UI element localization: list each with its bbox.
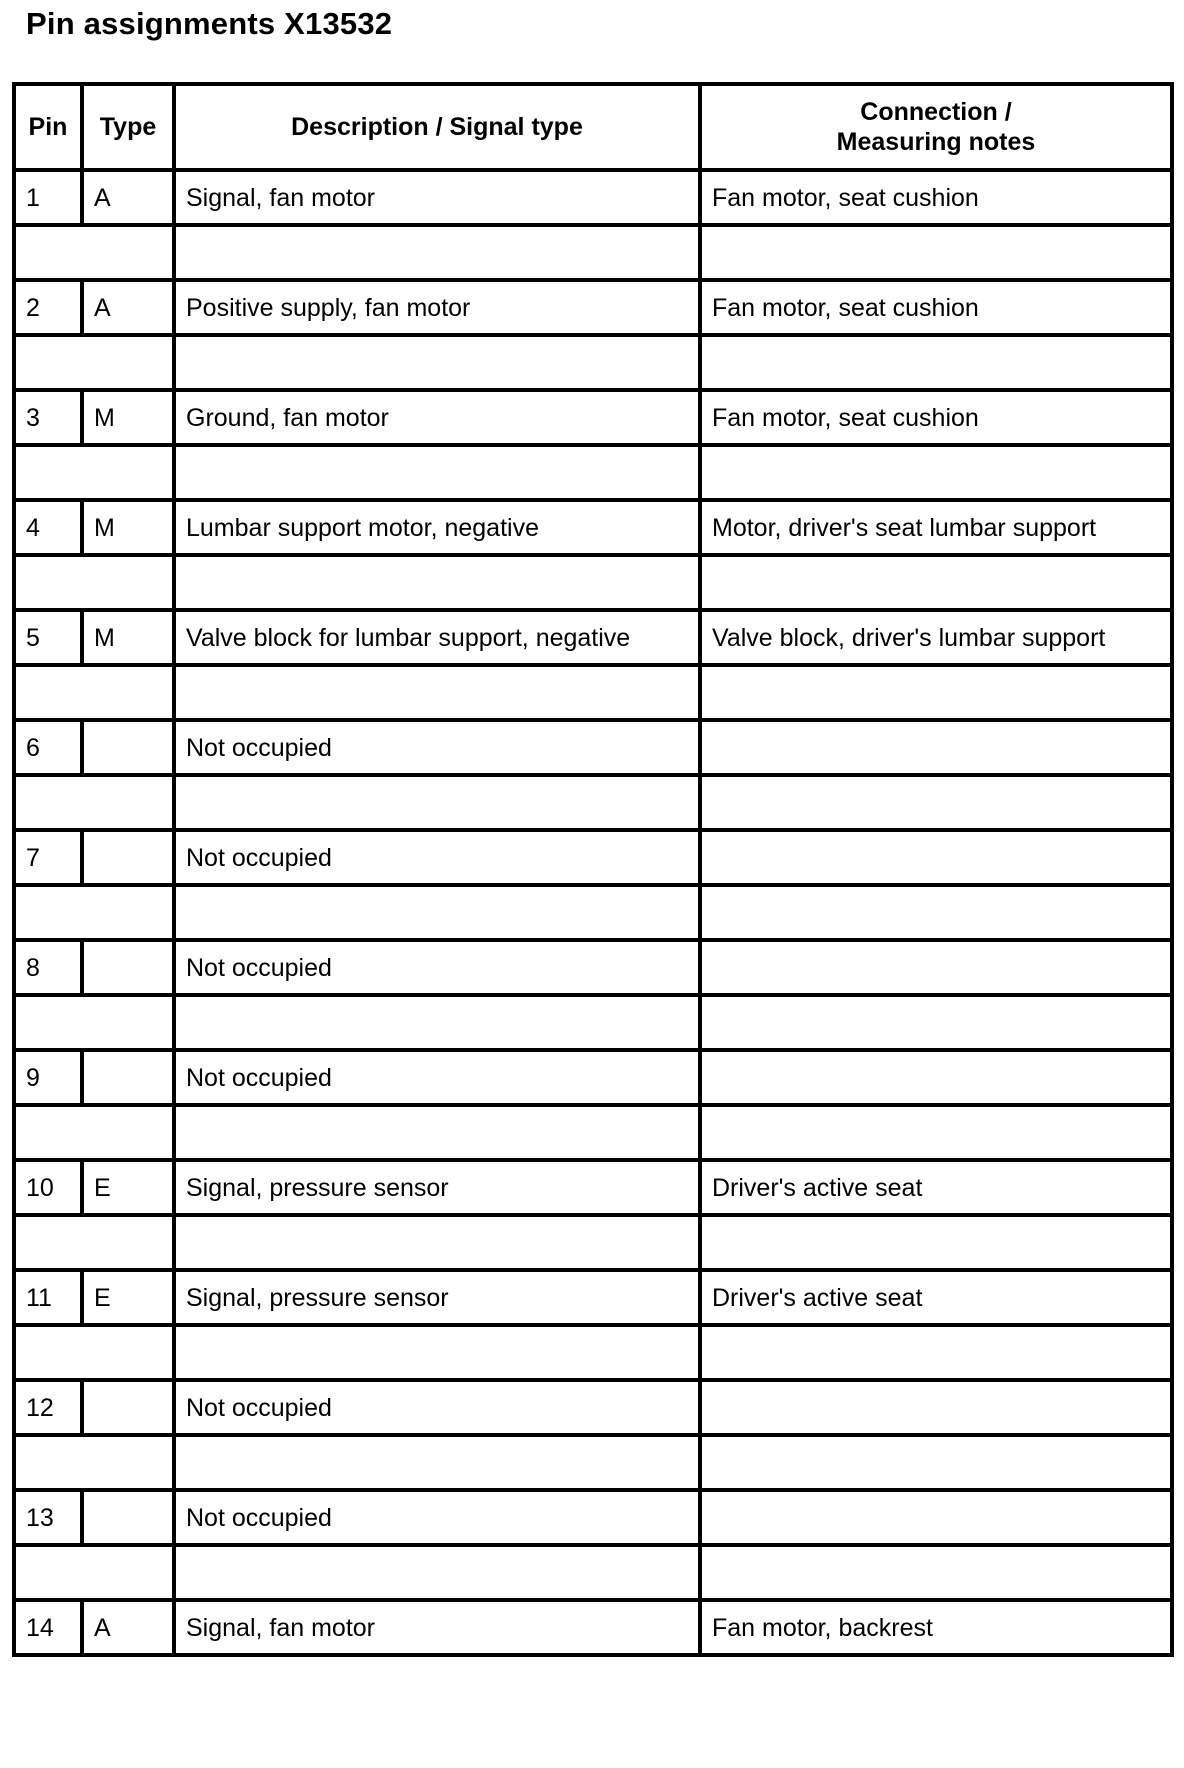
header-connection-line2: Measuring notes [836, 128, 1036, 156]
spacer-cell-pin-type [14, 555, 174, 610]
cell-connection [700, 720, 1172, 775]
spacer-cell-description [174, 885, 700, 940]
cell-type [82, 1490, 174, 1545]
cell-type [82, 1380, 174, 1435]
cell-pin: 9 [14, 1050, 82, 1105]
cell-type: M [82, 500, 174, 555]
cell-connection: Fan motor, backrest [700, 1600, 1172, 1655]
spacer-cell-connection [700, 1435, 1172, 1490]
spacer-cell-description [174, 995, 700, 1050]
cell-description: Valve block for lumbar support, negative [174, 610, 700, 665]
cell-pin: 8 [14, 940, 82, 995]
table-spacer-row [14, 665, 1172, 720]
spacer-cell-pin-type [14, 445, 174, 500]
cell-description: Not occupied [174, 1490, 700, 1545]
cell-pin: 12 [14, 1380, 82, 1435]
cell-type: A [82, 170, 174, 225]
table-row [14, 170, 1172, 225]
cell-type [82, 940, 174, 995]
spacer-cell-description [174, 1545, 700, 1600]
spacer-cell-connection [700, 1105, 1172, 1160]
cell-type: E [82, 1160, 174, 1215]
table-spacer-row [14, 775, 1172, 830]
spacer-cell-pin-type [14, 1325, 174, 1380]
spacer-cell-pin-type [14, 335, 174, 390]
table-spacer-row [14, 1325, 1172, 1380]
table-row [14, 1050, 1172, 1105]
cell-description: Signal, pressure sensor [174, 1270, 700, 1325]
spacer-cell-pin-type [14, 1545, 174, 1600]
cell-pin: 6 [14, 720, 82, 775]
cell-connection [700, 1050, 1172, 1105]
cell-type: M [82, 610, 174, 665]
cell-description: Not occupied [174, 940, 700, 995]
spacer-cell-connection [700, 885, 1172, 940]
cell-pin: 7 [14, 830, 82, 885]
header-description: Description / Signal type [174, 84, 700, 170]
cell-connection: Driver's active seat [700, 1270, 1172, 1325]
table-spacer-row [14, 995, 1172, 1050]
cell-connection: Fan motor, seat cushion [700, 280, 1172, 335]
cell-pin: 14 [14, 1600, 82, 1655]
cell-type: A [82, 1600, 174, 1655]
spacer-cell-description [174, 1105, 700, 1160]
table-row [14, 1490, 1172, 1545]
table-row [14, 390, 1172, 445]
spacer-cell-pin-type [14, 995, 174, 1050]
table-row [14, 830, 1172, 885]
table-spacer-row [14, 1435, 1172, 1490]
spacer-cell-connection [700, 995, 1172, 1050]
spacer-cell-connection [700, 775, 1172, 830]
cell-connection: Motor, driver's seat lumbar support [700, 500, 1172, 555]
cell-description: Not occupied [174, 720, 700, 775]
cell-description: Lumbar support motor, negative [174, 500, 700, 555]
spacer-cell-connection [700, 1545, 1172, 1600]
cell-description: Signal, fan motor [174, 1600, 700, 1655]
cell-description: Not occupied [174, 830, 700, 885]
spacer-cell-pin-type [14, 1435, 174, 1490]
cell-type: E [82, 1270, 174, 1325]
cell-pin: 11 [14, 1270, 82, 1325]
header-type: Type [82, 84, 174, 170]
table-row [14, 1160, 1172, 1215]
spacer-cell-connection [700, 665, 1172, 720]
cell-connection: Fan motor, seat cushion [700, 390, 1172, 445]
table-row [14, 1380, 1172, 1435]
header-connection [700, 84, 1172, 170]
table-row [14, 610, 1172, 665]
table-row [14, 1270, 1172, 1325]
cell-type: A [82, 280, 174, 335]
spacer-cell-description [174, 445, 700, 500]
spacer-cell-pin-type [14, 1105, 174, 1160]
spacer-cell-description [174, 335, 700, 390]
spacer-cell-pin-type [14, 1215, 174, 1270]
table-spacer-row [14, 1105, 1172, 1160]
spacer-cell-connection [700, 1325, 1172, 1380]
cell-pin: 13 [14, 1490, 82, 1545]
cell-pin: 3 [14, 390, 82, 445]
table-row [14, 1600, 1172, 1655]
cell-description: Not occupied [174, 1050, 700, 1105]
table-spacer-row [14, 445, 1172, 500]
cell-pin: 10 [14, 1160, 82, 1215]
table-header-row [14, 84, 1172, 170]
cell-description: Not occupied [174, 1380, 700, 1435]
spacer-cell-connection [700, 335, 1172, 390]
spacer-cell-connection [700, 1215, 1172, 1270]
cell-connection: Fan motor, seat cushion [700, 170, 1172, 225]
cell-connection [700, 940, 1172, 995]
cell-connection: Valve block, driver's lumbar support [700, 610, 1172, 665]
table-spacer-row [14, 1545, 1172, 1600]
spacer-cell-pin-type [14, 885, 174, 940]
table-row [14, 720, 1172, 775]
cell-pin: 2 [14, 280, 82, 335]
cell-type [82, 720, 174, 775]
spacer-cell-description [174, 555, 700, 610]
table-body [14, 170, 1172, 1655]
cell-pin: 1 [14, 170, 82, 225]
table-spacer-row [14, 225, 1172, 280]
table-spacer-row [14, 885, 1172, 940]
pin-assignment-table [12, 82, 1174, 1657]
cell-pin: 4 [14, 500, 82, 555]
cell-description: Ground, fan motor [174, 390, 700, 445]
cell-connection [700, 830, 1172, 885]
spacer-cell-pin-type [14, 225, 174, 280]
spacer-cell-description [174, 775, 700, 830]
table-row [14, 500, 1172, 555]
spacer-cell-connection [700, 225, 1172, 280]
cell-description: Signal, pressure sensor [174, 1160, 700, 1215]
header-connection-line1: Connection / [860, 98, 1012, 126]
cell-connection: Driver's active seat [700, 1160, 1172, 1215]
spacer-cell-description [174, 1435, 700, 1490]
cell-type: M [82, 390, 174, 445]
cell-connection [700, 1490, 1172, 1545]
cell-pin: 5 [14, 610, 82, 665]
spacer-cell-pin-type [14, 665, 174, 720]
spacer-cell-pin-type [14, 775, 174, 830]
cell-type [82, 1050, 174, 1105]
cell-connection [700, 1380, 1172, 1435]
spacer-cell-description [174, 1215, 700, 1270]
header-pin: Pin [14, 84, 82, 170]
spacer-cell-connection [700, 555, 1172, 610]
page-title: Pin assignments X13532 [26, 6, 393, 41]
spacer-cell-description [174, 1325, 700, 1380]
cell-type [82, 830, 174, 885]
spacer-cell-description [174, 225, 700, 280]
cell-description: Positive supply, fan motor [174, 280, 700, 335]
table-row [14, 940, 1172, 995]
spacer-cell-connection [700, 445, 1172, 500]
table-row [14, 280, 1172, 335]
table-spacer-row [14, 335, 1172, 390]
table-spacer-row [14, 1215, 1172, 1270]
spacer-cell-description [174, 665, 700, 720]
cell-description: Signal, fan motor [174, 170, 700, 225]
table-spacer-row [14, 555, 1172, 610]
